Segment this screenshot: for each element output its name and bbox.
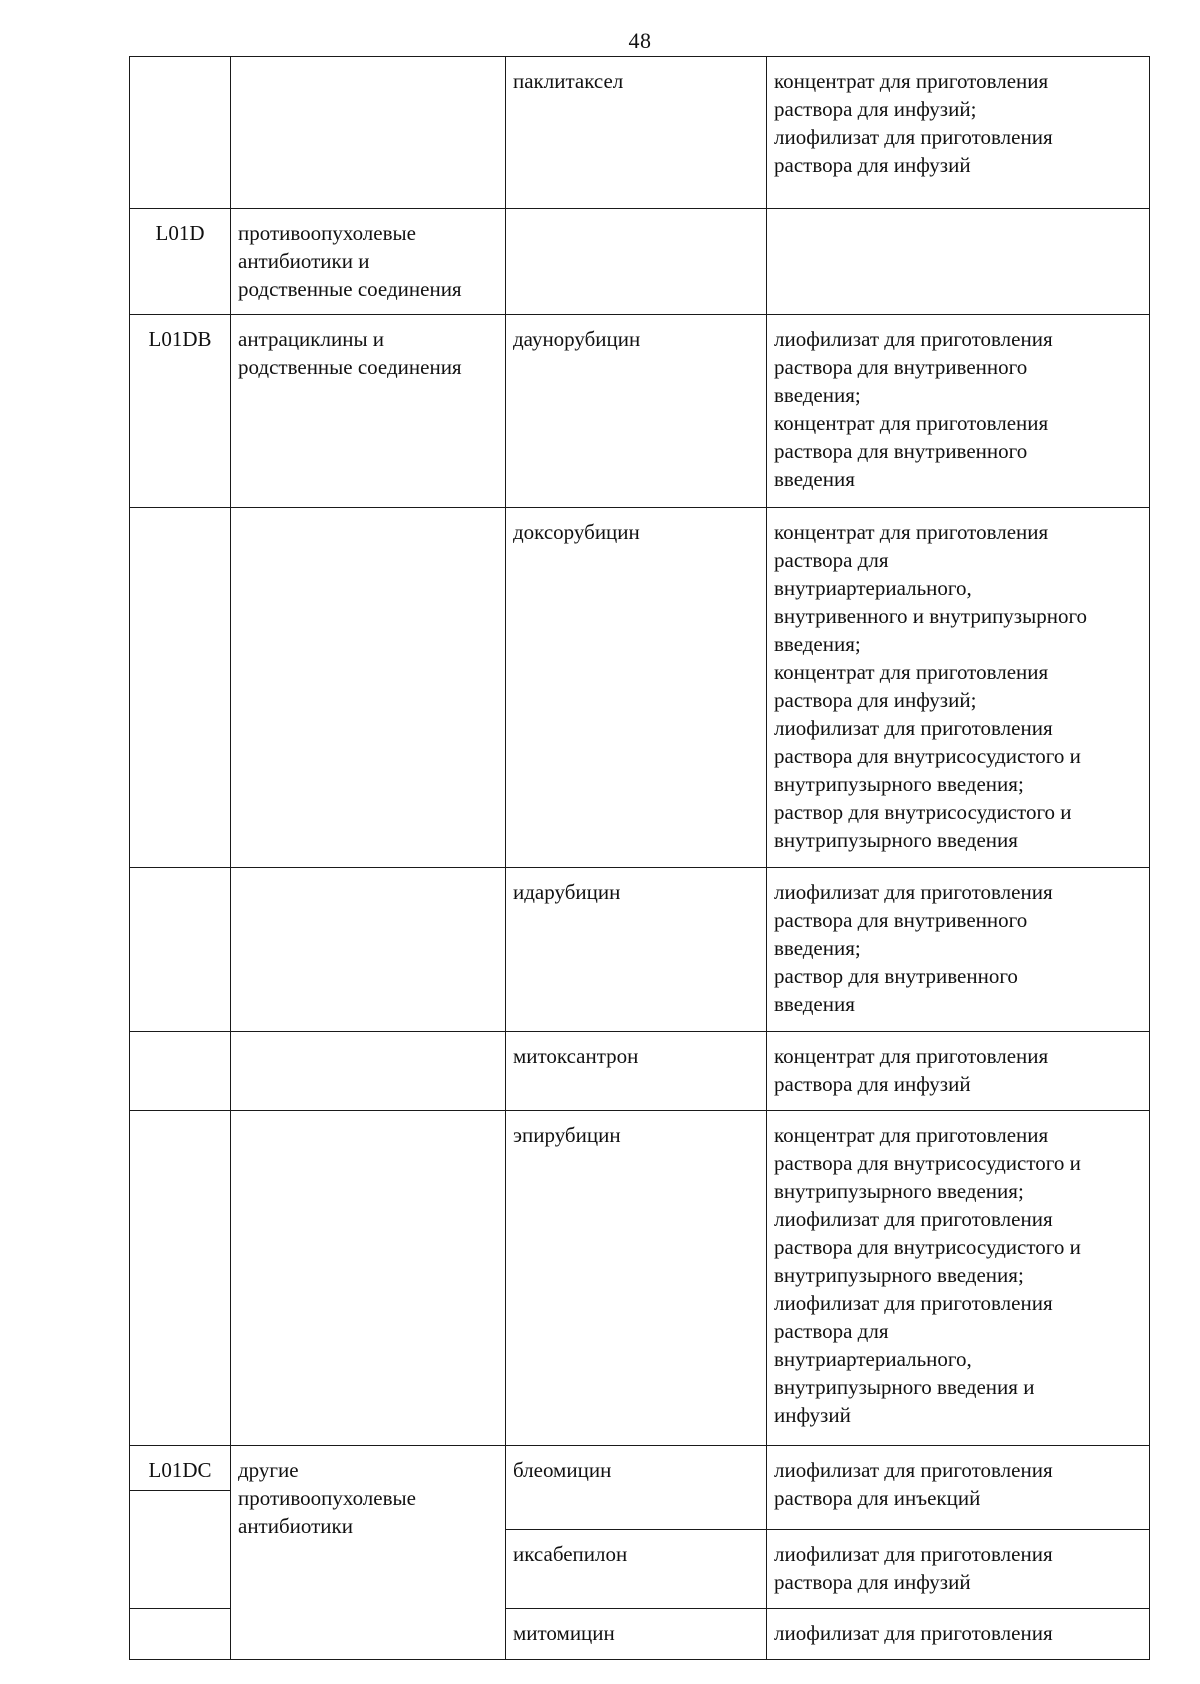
atc-code-cell (130, 1032, 231, 1111)
drug-list-table (129, 56, 1150, 1660)
table-row (130, 1446, 1150, 1491)
table-row (130, 508, 1150, 868)
table-row (130, 57, 1150, 209)
group-name-cell (231, 1111, 506, 1446)
atc-code-cell (130, 1491, 231, 1609)
dosage-form-cell: лиофилизат для приготовления (767, 1609, 1150, 1660)
group-name-cell: противоопухолевые антибиотики и родственные соединения (231, 209, 506, 315)
dosage-form-cell: концентрат для приготовления раствора для инфузий (767, 1032, 1150, 1111)
dosage-form-cell: концентрат для приготовления раствора для инфузий; лиофилизат для приготовления раствора для инфузий (767, 57, 1150, 209)
drug-name-cell: эпирубицин (506, 1111, 767, 1446)
dosage-form-cell: лиофилизат для приготовления раствора для инъекций (767, 1446, 1150, 1530)
drug-name-cell: доксорубицин (506, 508, 767, 868)
drug-name-cell: блеомицин (506, 1446, 767, 1530)
table-row (130, 209, 1150, 315)
atc-code-cell (130, 508, 231, 868)
table-row (130, 1111, 1150, 1446)
group-name-cell (231, 57, 506, 209)
drug-name-cell: паклитаксел (506, 57, 767, 209)
dosage-form-cell: концентрат для приготовления раствора для внутрисосудистого и внутрипузырного введения; лиофилизат для приготовления раствора для внутрисосудистого и внутрипузырного введения; лиофилизат для приготовления раствора для внутриартериального, внутрипузырного введения и инфузий (767, 1111, 1150, 1446)
drug-name-cell (506, 209, 767, 315)
atc-code-cell: L01D (130, 209, 231, 315)
group-name-cell (231, 868, 506, 1032)
drug-name-cell: митоксантрон (506, 1032, 767, 1111)
atc-code-cell (130, 868, 231, 1032)
dosage-form-cell: лиофилизат для приготовления раствора для инфузий (767, 1530, 1150, 1609)
group-name-cell (231, 508, 506, 868)
dosage-form-cell: лиофилизат для приготовления раствора для внутривенного введения; концентрат для приготовления раствора для внутривенного введения (767, 315, 1150, 508)
dosage-form-cell: лиофилизат для приготовления раствора для внутривенного введения; раствор для внутривенного введения (767, 868, 1150, 1032)
atc-code-cell: L01DC (130, 1446, 231, 1491)
group-name-cell: другие противоопухолевые антибиотики (231, 1446, 506, 1660)
atc-code-cell (130, 1111, 231, 1446)
drug-name-cell: иксабепилон (506, 1530, 767, 1609)
atc-code-cell: L01DB (130, 315, 231, 508)
dosage-form-cell (767, 209, 1150, 315)
drug-name-cell: идарубицин (506, 868, 767, 1032)
page-number: 48 (628, 28, 652, 53)
atc-code-cell (130, 57, 231, 209)
group-name-cell: антрациклины и родственные соединения (231, 315, 506, 508)
table-row (130, 315, 1150, 508)
table-row (130, 1032, 1150, 1111)
dosage-form-cell: концентрат для приготовления раствора для внутриартериального, внутривенного и внутрипузырного введения; концентрат для приготовления раствора для инфузий; лиофилизат для приготовления раствора для внутрисосудистого и внутрипузырного введения; раствор для внутрисосудистого и внутрипузырного введения (767, 508, 1150, 868)
drug-name-cell: даунорубицин (506, 315, 767, 508)
atc-code-cell (130, 1609, 231, 1660)
drug-name-cell: митомицин (506, 1609, 767, 1660)
group-name-cell (231, 1032, 506, 1111)
table-row (130, 868, 1150, 1032)
